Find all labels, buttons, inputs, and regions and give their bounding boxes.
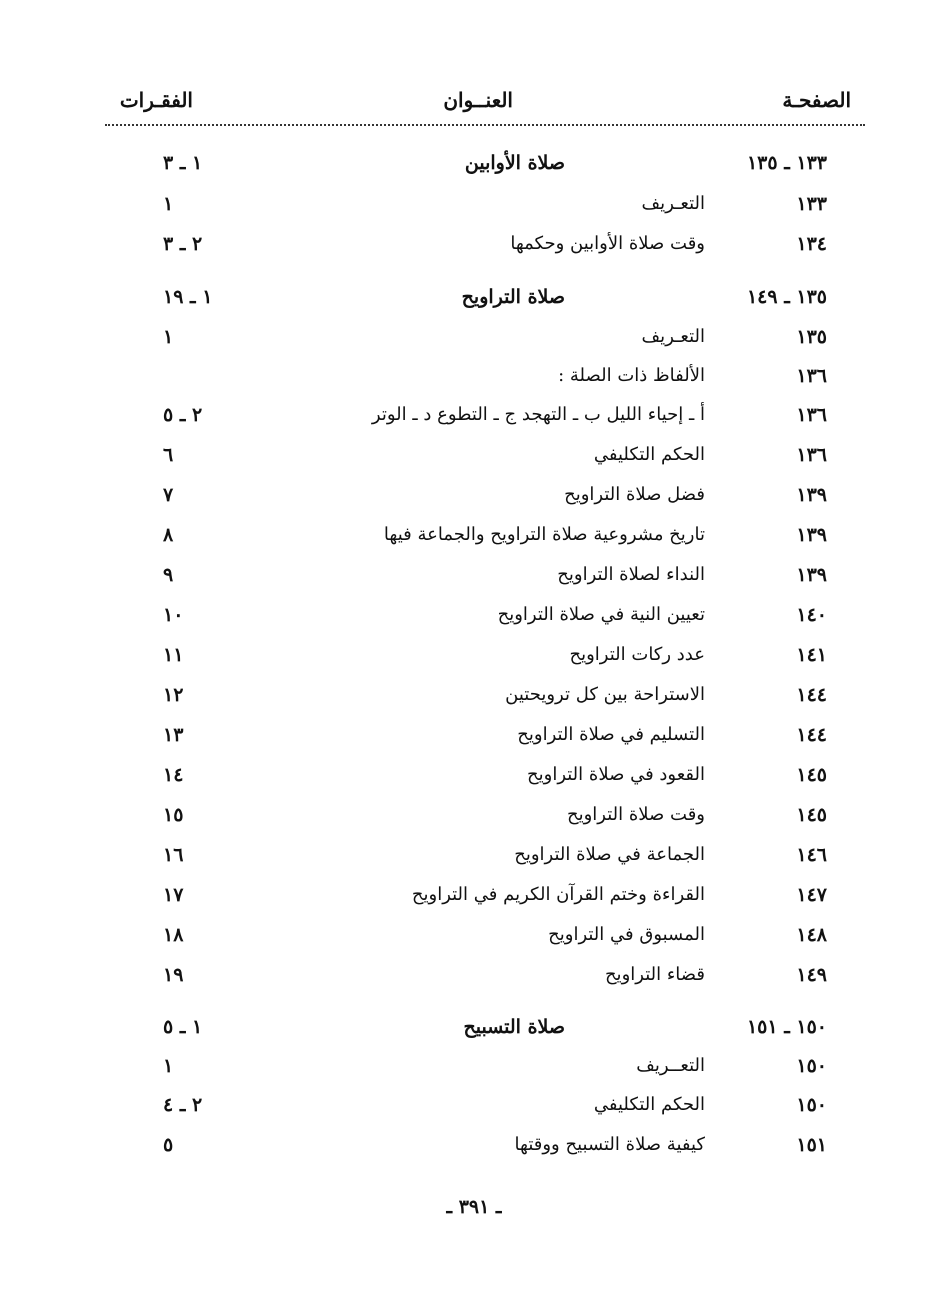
entry-title: النداء لصلاة التراويح bbox=[557, 564, 705, 585]
entry-title: الألفاظ ذات الصلة : bbox=[558, 365, 705, 386]
entry-paragraphs: ٨ bbox=[163, 524, 174, 546]
index-entry-row bbox=[105, 1088, 865, 1122]
entry-paragraphs: ١٨ bbox=[163, 924, 184, 946]
entry-title: التعـريف bbox=[641, 193, 705, 214]
index-entry-row bbox=[105, 1128, 865, 1162]
entry-paragraphs: ٩ bbox=[163, 564, 174, 586]
index-entry-row bbox=[105, 1049, 865, 1083]
section-title: صلاة التراويح bbox=[461, 286, 565, 308]
entry-paragraphs: ١٤ bbox=[163, 764, 184, 786]
index-entry-row bbox=[105, 718, 865, 752]
entry-paragraphs: ١٠ bbox=[163, 604, 184, 626]
entry-title: عدد ركات التراويح bbox=[569, 644, 705, 665]
index-entry-row bbox=[105, 838, 865, 872]
entry-paragraphs: ٢ ـ ٣ bbox=[163, 233, 203, 255]
entry-page-number: ١٣٦ bbox=[796, 365, 827, 387]
page-number: ـ ٣٩١ ـ bbox=[446, 1196, 502, 1218]
entry-title: الحكم التكليفي bbox=[593, 1094, 705, 1115]
header-title-column: العنــوان bbox=[443, 88, 513, 112]
index-entry-row bbox=[105, 398, 865, 432]
entry-title: قضاء التراويح bbox=[604, 964, 705, 985]
entry-page-number: ١٣٣ ـ ١٣٥ bbox=[746, 152, 827, 174]
entry-paragraphs: ١ ـ ٥ bbox=[163, 1016, 203, 1038]
entry-page-number: ١٤٠ bbox=[796, 604, 827, 626]
entry-paragraphs: ١ bbox=[163, 1055, 174, 1077]
entry-title: الاستراحة بين كل ترويحتين bbox=[505, 684, 705, 705]
entry-page-number: ١٣٣ bbox=[796, 193, 827, 215]
index-entry-row bbox=[105, 478, 865, 512]
index-section-row bbox=[105, 1010, 865, 1044]
entry-page-number: ١٣٥ bbox=[796, 326, 827, 348]
index-entry-row bbox=[105, 638, 865, 672]
index-entry-row bbox=[105, 359, 865, 393]
entry-page-number: ١٥٠ bbox=[796, 1094, 827, 1116]
entry-title: وقت صلاة الأوابين وحكمها bbox=[510, 233, 705, 254]
entry-paragraphs: ١ ـ ٣ bbox=[163, 152, 203, 174]
index-entry-row bbox=[105, 320, 865, 354]
entry-title: تعيين النية في صلاة التراويح bbox=[497, 604, 705, 625]
entry-page-number: ١٣٤ bbox=[796, 233, 827, 255]
entry-page-number: ١٤٩ bbox=[796, 964, 827, 986]
entry-title: التعـريف bbox=[641, 326, 705, 347]
entry-paragraphs: ١ bbox=[163, 326, 174, 348]
entry-page-number: ١٤٧ bbox=[796, 884, 827, 906]
entry-title: أ ـ إحياء الليل ب ـ التهجد ج ـ التطوع د ـ الوتر bbox=[371, 404, 705, 425]
entry-paragraphs: ٦ bbox=[163, 444, 174, 466]
entry-page-number: ١٣٩ bbox=[796, 524, 827, 546]
entry-page-number: ١٤٥ bbox=[796, 804, 827, 826]
index-entry-row bbox=[105, 558, 865, 592]
entry-title: القعود في صلاة التراويح bbox=[527, 764, 705, 785]
entry-page-number: ١٤٨ bbox=[796, 924, 827, 946]
entry-paragraphs: ١٥ bbox=[163, 804, 184, 826]
index-entry-row bbox=[105, 878, 865, 912]
index-entry-row bbox=[105, 598, 865, 632]
header-dotted-rule bbox=[105, 124, 865, 126]
index-entry-row bbox=[105, 227, 865, 261]
index-entry-row bbox=[105, 518, 865, 552]
entry-paragraphs: ٢ ـ ٤ bbox=[163, 1094, 203, 1116]
section-title: صلاة الأوابين bbox=[464, 152, 565, 174]
entry-page-number: ١٤٦ bbox=[796, 844, 827, 866]
entry-page-number: ١٣٩ bbox=[796, 484, 827, 506]
entry-page-number: ١٤١ bbox=[796, 644, 827, 666]
entry-page-number: ١٤٤ bbox=[796, 724, 827, 746]
entry-page-number: ١٤٥ bbox=[796, 764, 827, 786]
entry-title: المسبوق في التراويح bbox=[548, 924, 705, 945]
entry-title: تاريخ مشروعية صلاة التراويح والجماعة فيها bbox=[383, 524, 705, 545]
entry-paragraphs: ١ bbox=[163, 193, 174, 215]
index-section-row bbox=[105, 280, 865, 314]
entry-paragraphs: ١٦ bbox=[163, 844, 184, 866]
index-entry-row bbox=[105, 958, 865, 992]
entry-paragraphs: ١ ـ ١٩ bbox=[163, 286, 213, 308]
entry-page-number: ١٣٩ bbox=[796, 564, 827, 586]
entry-title: التسليم في صلاة التراويح bbox=[517, 724, 705, 745]
entry-title: التعــريف bbox=[636, 1055, 705, 1076]
entry-page-number: ١٣٦ bbox=[796, 444, 827, 466]
entry-page-number: ١٥١ bbox=[796, 1134, 827, 1156]
entry-paragraphs: ١٩ bbox=[163, 964, 184, 986]
entry-paragraphs: ٥ bbox=[163, 1134, 174, 1156]
index-entry-row bbox=[105, 187, 865, 221]
entry-paragraphs: ٢ ـ ٥ bbox=[163, 404, 203, 426]
index-entry-row bbox=[105, 798, 865, 832]
entry-page-number: ١٥٠ ـ ١٥١ bbox=[746, 1016, 827, 1038]
entry-paragraphs: ١٢ bbox=[163, 684, 184, 706]
entry-paragraphs: ١٣ bbox=[163, 724, 184, 746]
entry-paragraphs: ١٧ bbox=[163, 884, 184, 906]
header-page-column: الصفحـة bbox=[782, 88, 851, 112]
entry-page-number: ١٣٦ bbox=[796, 404, 827, 426]
index-entry-row bbox=[105, 678, 865, 712]
index-entry-row bbox=[105, 758, 865, 792]
header-paragraphs-column: الفقـرات bbox=[119, 88, 193, 112]
entry-title: الجماعة في صلاة التراويح bbox=[514, 844, 705, 865]
entry-title: القراءة وختم القرآن الكريم في التراويح bbox=[411, 884, 705, 905]
entry-title: فضل صلاة التراويح bbox=[564, 484, 705, 505]
index-entry-row bbox=[105, 918, 865, 952]
entry-title: كيفية صلاة التسبيح ووقتها bbox=[514, 1134, 705, 1155]
section-title: صلاة التسبيح bbox=[463, 1016, 565, 1038]
index-entry-row bbox=[105, 438, 865, 472]
entry-paragraphs: ٧ bbox=[163, 484, 174, 506]
entry-page-number: ١٤٤ bbox=[796, 684, 827, 706]
entry-title: الحكم التكليفي bbox=[593, 444, 705, 465]
index-section-row bbox=[105, 146, 865, 180]
entry-title: وقت صلاة التراويح bbox=[566, 804, 705, 825]
entry-page-number: ١٣٥ ـ ١٤٩ bbox=[746, 286, 827, 308]
entry-page-number: ١٥٠ bbox=[796, 1055, 827, 1077]
entry-paragraphs: ١١ bbox=[163, 644, 184, 666]
table-header bbox=[105, 88, 865, 122]
